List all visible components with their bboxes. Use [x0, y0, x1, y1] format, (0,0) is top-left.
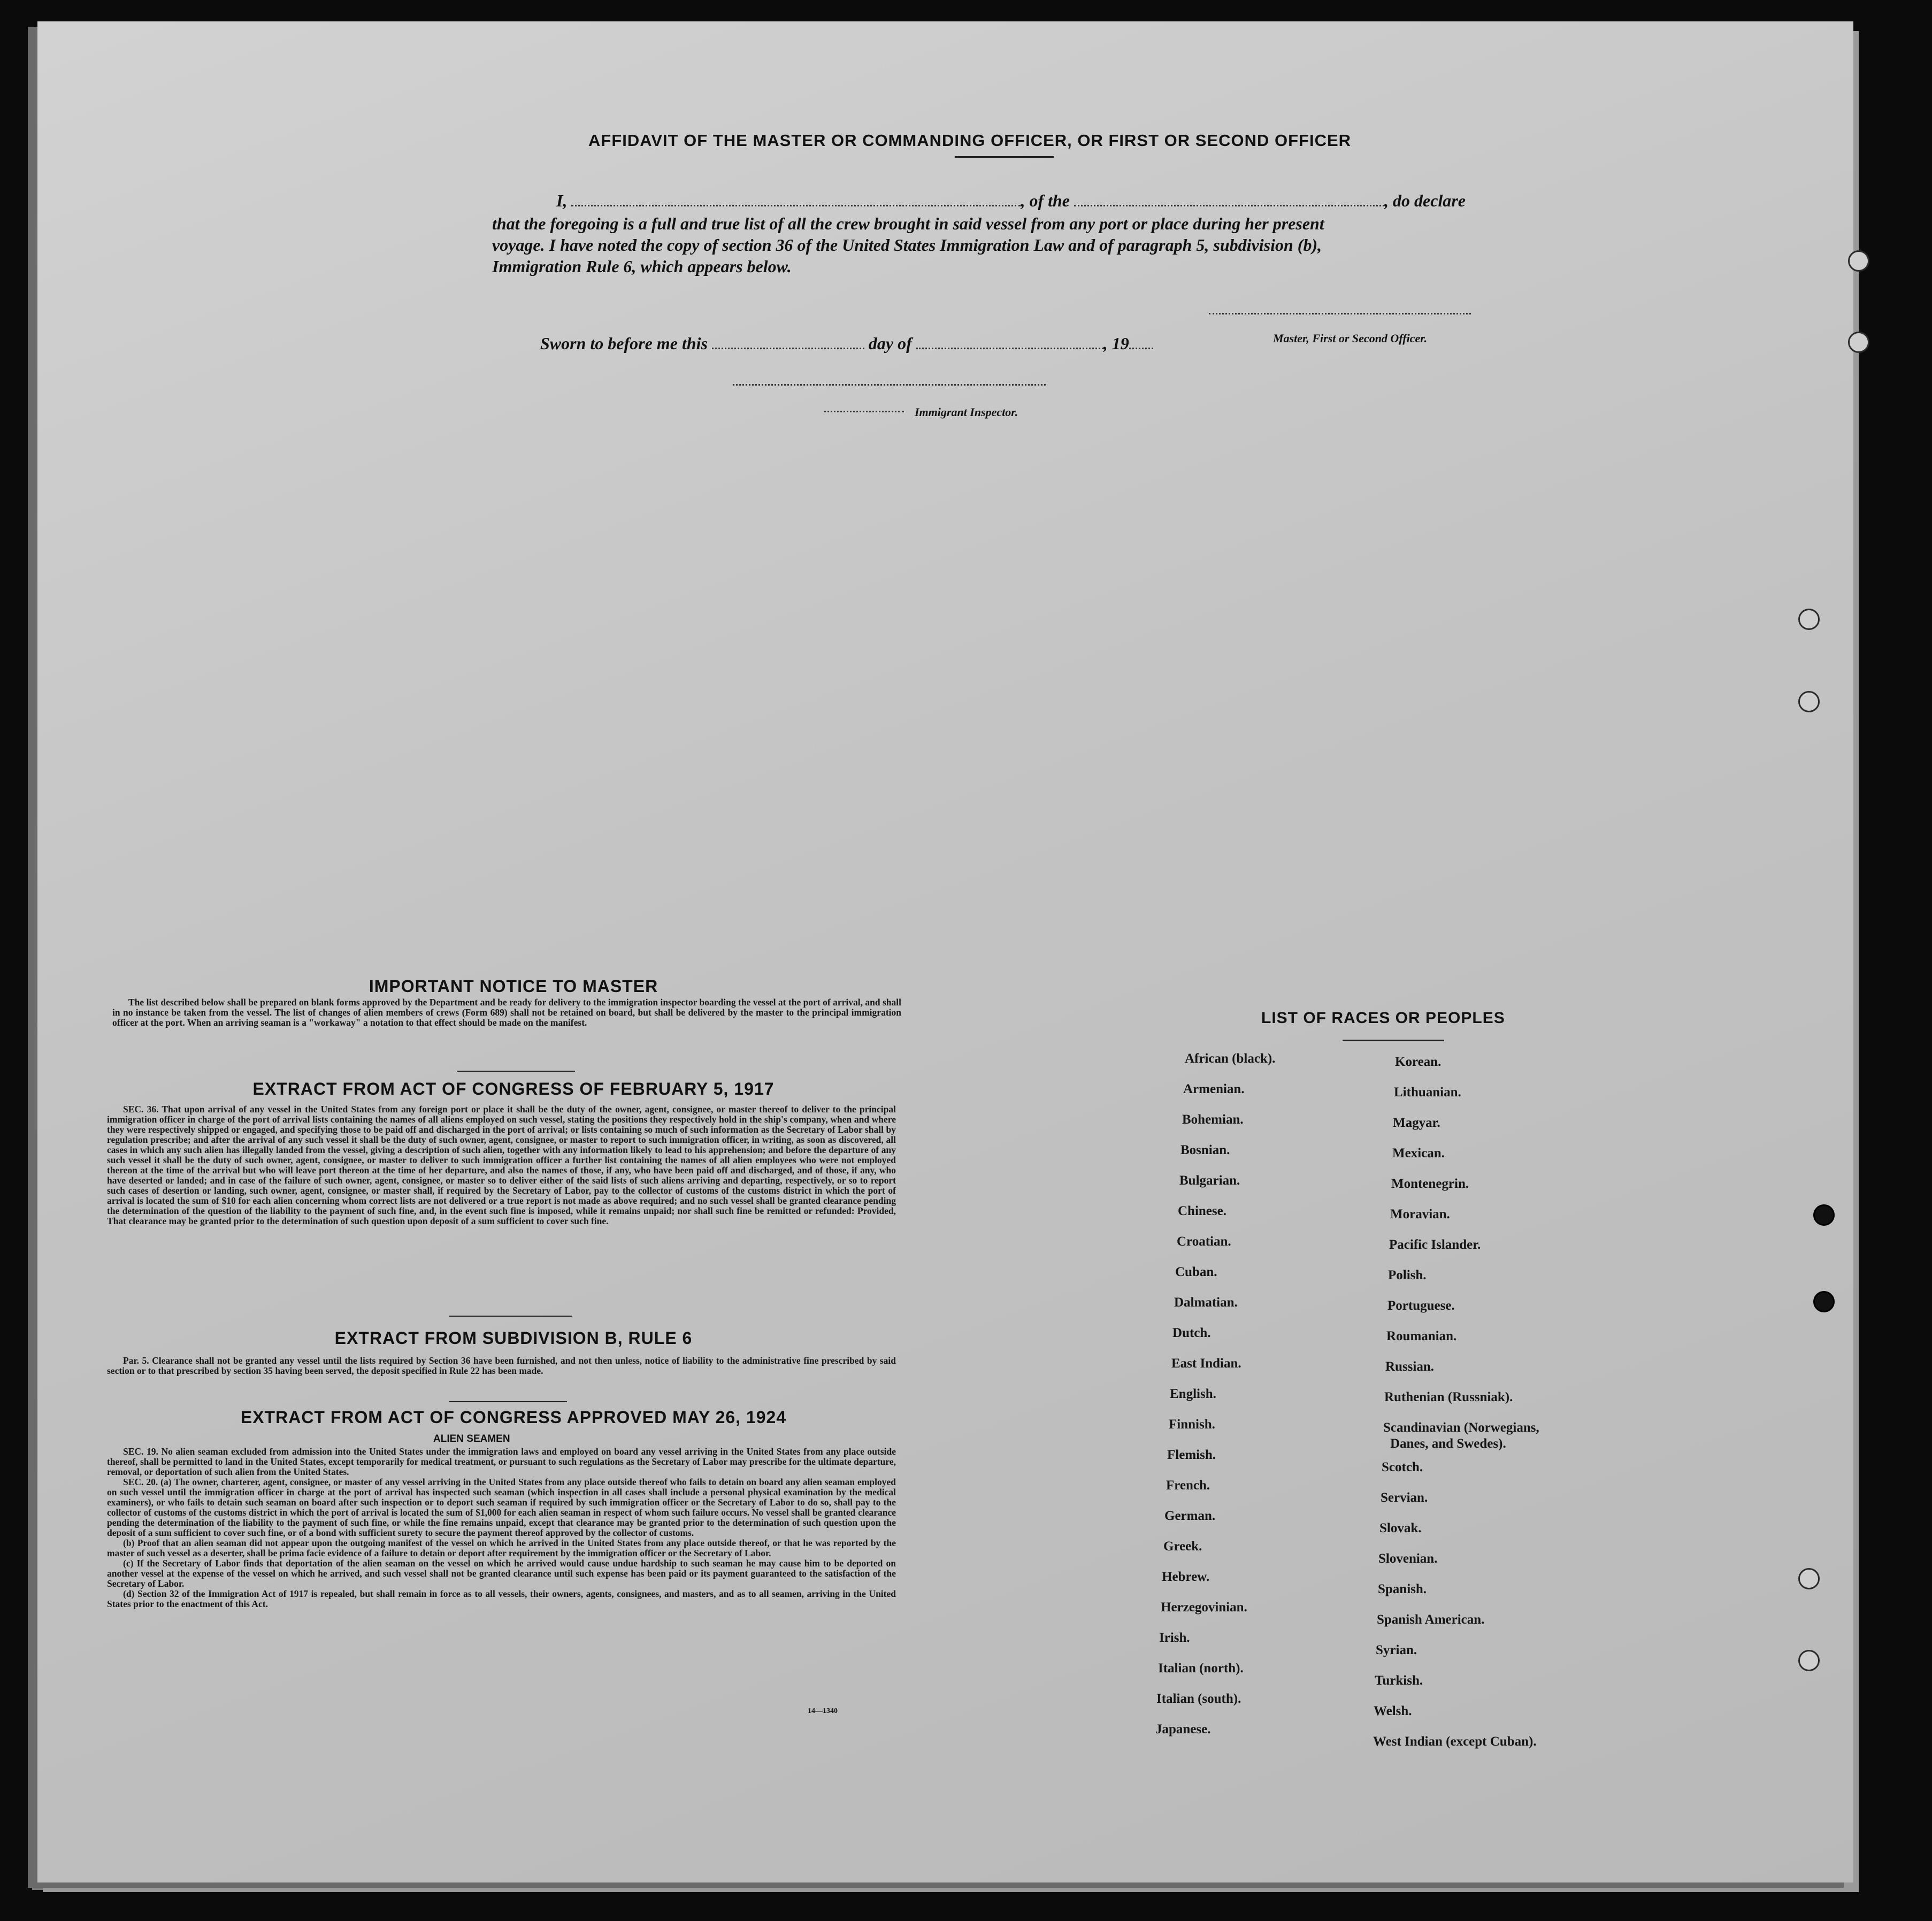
race-item: German. [1164, 1509, 1216, 1523]
title-rule [955, 156, 1054, 158]
race-item: English. [1170, 1387, 1216, 1401]
section-rule [449, 1316, 572, 1317]
race-item: Moravian. [1390, 1207, 1450, 1221]
race-item: Polish. [1388, 1268, 1427, 1282]
section-rule [449, 1401, 567, 1402]
sworn-line [540, 333, 1153, 354]
notice-paragraph: The list described below shall be prepared on blank forms approved by the Department and be ready for delivery to the immigration inspector boarding the vessel at the port of arrival, and shall in no instance be taken from the vessel. The list of changes of alien members of crews (Form 689) shall not be retained on board, but shall be delivered by the master to the principal immigration officer at the port. When an arriving seaman is a "workaway" a notation to that effect should be made on the manifest. [112, 997, 901, 1028]
section-rule [457, 1071, 575, 1072]
race-item: East Indian. [1171, 1356, 1241, 1371]
sec-20b-paragraph: (b) Proof that an alien seaman did not appear upon the outgoing manifest of the vessel on which he arrived in the United States from any place outside thereof, or that he was reported by the master of such vessel as a deserter, shall be prima facie evidence of a failure to detain or deport after requirement by the immigration officer or the Secretary of Labor. [107, 1538, 896, 1558]
binder-hole [1798, 609, 1820, 630]
sworn-text: Sworn to before me this [540, 334, 708, 353]
sec-19-paragraph: SEC. 19. No alien seaman excluded from admission into the United States under the immigration laws and employed on board any vessel arriving in the United States from any place outside thereof, shall be permitted to land in the United States, except temporarily for medical treatment, or pursuant to such regulations as the Secretary of Labor may prescribe for the ultimate departure, removal, or deportation of such alien from the United States. [107, 1446, 896, 1477]
race-item: Bosnian. [1180, 1143, 1230, 1157]
race-item: Finnish. [1169, 1417, 1215, 1432]
race-item: Croatian. [1177, 1234, 1231, 1249]
race-item: Italian (north). [1158, 1661, 1244, 1676]
affidavit-line-2: that the foregoing is a full and true list of all the crew brought in said vessel from any port or place during her present [492, 214, 1324, 233]
day-of-text: day of [868, 334, 912, 353]
race-item: Spanish American. [1377, 1612, 1485, 1627]
sworn-month-blank[interactable] [916, 348, 1103, 349]
alien-seamen-subtitle: ALIEN SEAMEN [433, 1433, 510, 1444]
race-item: Montenegrin. [1391, 1177, 1469, 1191]
affidavit-line-4: Immigration Rule 6, which appears below. [492, 257, 792, 276]
year-prefix: , 19 [1103, 334, 1129, 353]
race-item: Dutch. [1172, 1326, 1211, 1340]
vessel-blank[interactable] [1074, 205, 1384, 206]
race-item: Bohemian. [1182, 1112, 1244, 1127]
race-item: Irish. [1159, 1631, 1190, 1645]
binder-hole [1813, 1291, 1835, 1312]
race-item: Roumanian. [1386, 1329, 1457, 1343]
races-title: LIST OF RACES OR PEOPLES [1261, 1009, 1505, 1027]
affidavit-of-the: , of the [1021, 191, 1070, 210]
affidavit-do-declare: , do declare [1384, 191, 1466, 210]
race-item: Scotch. [1382, 1460, 1423, 1474]
stacked-page-edge-left [28, 51, 37, 1880]
inspector-signature-line-2[interactable] [824, 411, 904, 412]
extract-rule6-title: EXTRACT FROM SUBDIVISION B, RULE 6 [334, 1328, 693, 1348]
race-item: Japanese. [1155, 1722, 1211, 1736]
sec-36-paragraph: SEC. 36. That upon arrival of any vessel in the United States from any foreign port or place it shall be the duty of the owner, agent, consignee, or master thereof to deliver to the principal immigration officer in charge of the port of arrival lists containing the names of all aliens employed on such vessel, stating the positions they respectively hold in the ship's company, when and where they were respectively shipped or engaged, and specifying those to be paid off and discharged in the port of arrival; or lists containing so much of such information as the Secretary of Labor shall by regulation prescribe; and after the arrival of any such vessel it shall be the duty of such owner, agent, consignee, or master to report to such immigration officer, in writing, as soon as discovered, all cases in which any such alien has illegally landed from the vessel, giving a description of such alien, together with any information likely to lead to his apprehension; and before the departure of any such vessel it shall be the duty of such owner, agent, consignee, or master to deliver to such immigration officer a further list containing the names of all alien employees who were not employed thereon at the time of the arrival but who will leave port thereon at the time of her departure, and also the names of those, if any, who have been paid off and discharged, and of those, if any, who have deserted or landed; and in case of the failure of such owner, agent, consignee, or master so to deliver either of the said lists of such aliens arriving and departing, respectively, or so to report such cases of desertion or landing, such owner, agent, consignee, or master shall, if required by the Secretary of Labor, pay to the collector of customs of the customs district in which the port of arrival is located the sum of $10 for each alien concerning whom correct lists are not delivered or a true report is not made as above required; and no such vessel shall be granted clearance pending the determination of the question of the liability to the payment of such fine, and, in the event such fine is imposed, while it remains unpaid; nor shall such fine be remitted or refunded: Provided, That clearance may be granted prior to the determination of such question upon deposit of a sum sufficient to cover such fine. [107, 1104, 896, 1226]
race-item: Cuban. [1175, 1265, 1217, 1279]
race-item: Scandinavian (Norwegians, [1383, 1420, 1539, 1435]
par-5-paragraph: Par. 5. Clearance shall not be granted any vessel until the lists required by Section 36 have been furnished, and not then unless, notice of liability to the administrative fine prescribed by said section or to that prescribed by section 35 having been served, the deposit specified in Rule 22 has been made. [107, 1355, 896, 1376]
extract-1917-title: EXTRACT FROM ACT OF CONGRESS OF FEBRUARY 5, 1917 [252, 1079, 775, 1098]
race-item: Ruthenian (Russniak). [1384, 1390, 1513, 1404]
race-item: Turkish. [1375, 1673, 1423, 1688]
sec-20c-paragraph: (c) If the Secretary of Labor finds that deportation of the alien seaman on the vessel on which he arrived would cause undue hardship to such seaman he may cause him to be deported on another vessel at the expense of the vessel on which he arrived, and such vessel shall not be granted clearance until such expense has been paid or its payment guaranteed to the satisfaction of the Secretary of Labor. [107, 1558, 896, 1589]
race-item: Syrian. [1376, 1643, 1417, 1657]
sec-20d-paragraph: (d) Section 32 of the Immigration Act of 1917 is repealed, but shall remain in force as to all vessels, their owners, agents, consignees, and masters, and as to all seamen, arriving in the United States prior to the enactment of this Act. [107, 1588, 896, 1609]
race-item: Servian. [1381, 1490, 1428, 1505]
race-item: Pacific Islander. [1389, 1238, 1481, 1252]
extract-1924-title: EXTRACT FROM ACT OF CONGRESS APPROVED MAY 26, 1924 [240, 1408, 787, 1427]
affidavit-line-1 [556, 190, 1466, 211]
race-item: Italian (south). [1156, 1692, 1241, 1706]
binder-hole [1848, 250, 1869, 272]
binder-hole [1798, 1650, 1820, 1671]
race-item: Korean. [1395, 1055, 1442, 1069]
name-blank[interactable] [571, 205, 1021, 206]
race-item: Slovak. [1379, 1521, 1422, 1535]
race-item: Armenian. [1183, 1082, 1245, 1096]
race-item: Greek. [1163, 1539, 1202, 1554]
inspector-signature-line[interactable] [733, 384, 1046, 386]
race-item: Chinese. [1178, 1204, 1226, 1218]
affidavit-title: AFFIDAVIT OF THE MASTER OR COMMANDING OFFICER, OR FIRST OR SECOND OFFICER [588, 131, 1352, 150]
race-item: Bulgarian. [1179, 1173, 1240, 1188]
extract-1924-body [107, 1447, 896, 1609]
race-item: Spanish. [1378, 1582, 1427, 1596]
notice-body [112, 997, 901, 1028]
race-item: Magyar. [1393, 1116, 1440, 1130]
race-item: Slovenian. [1378, 1551, 1438, 1566]
extract-1917-body [107, 1104, 896, 1226]
form-number: 14—1340 [808, 1707, 838, 1715]
race-item: Danes, and Swedes). [1390, 1436, 1506, 1451]
race-item: Herzegovinian. [1161, 1600, 1247, 1615]
race-item: Lithuanian. [1394, 1085, 1461, 1100]
race-item: Dalmatian. [1174, 1295, 1238, 1310]
affidavit-i: I, [556, 191, 568, 210]
binder-hole [1798, 691, 1820, 712]
stacked-page-edge-bottom [32, 1882, 1851, 1890]
binder-hole [1798, 1568, 1820, 1589]
race-item: West Indian (except Cuban). [1373, 1734, 1537, 1749]
race-item: Portuguese. [1387, 1298, 1455, 1313]
affidavit-line-3: voyage. I have noted the copy of section 36 of the United States Immigration Law and of paragraph 5, subdivision (b), [492, 235, 1322, 255]
race-item: Hebrew. [1162, 1570, 1210, 1584]
race-item: French. [1166, 1478, 1210, 1493]
binder-hole [1848, 332, 1869, 353]
race-item: Welsh. [1374, 1704, 1412, 1718]
race-item: Mexican. [1392, 1146, 1445, 1161]
race-item: Flemish. [1167, 1448, 1216, 1462]
sec-20a-paragraph: SEC. 20. (a) The owner, charterer, agent, consignee, or master of any vessel arriving in the United States from any place outside thereof who fails to detain on board any alien seaman employed on such vessel until the immigration officer in charge at the port of arrival has inspected such seaman (which inspection in all cases shall include a personal physical examination by the medical examiners), or who fails to detain such seaman on board after such inspection or to deport such seaman if required by such immigration officer or the Secretary of Labor to do so, shall pay to the collector of customs of the customs district in which the port of arrival is located the sum of $1,000 for each alien seaman in respect of whom such failure occurs. No vessel shall be granted clearance pending the determination of the liability to the payment of such fine, or while the fine remains unpaid, except that clearance may be granted prior to the determination of such question upon the deposit of a sum sufficient to cover such fine, or of a bond with sufficient surety to secure the payment thereof approved by the collector of customs. [107, 1477, 896, 1538]
sworn-day-blank[interactable] [712, 348, 864, 349]
sworn-year-blank[interactable] [1129, 348, 1153, 349]
master-signature-line[interactable] [1209, 313, 1471, 314]
master-signature-label: Master, First or Second Officer. [1273, 332, 1428, 345]
notice-title: IMPORTANT NOTICE TO MASTER [369, 977, 658, 996]
inspector-label: Immigrant Inspector. [915, 405, 1018, 419]
race-item: Russian. [1385, 1359, 1435, 1374]
race-item: African (black). [1185, 1051, 1276, 1066]
races-title-rule [1343, 1040, 1444, 1041]
extract-rule6-body [107, 1356, 896, 1376]
binder-hole [1813, 1204, 1835, 1226]
